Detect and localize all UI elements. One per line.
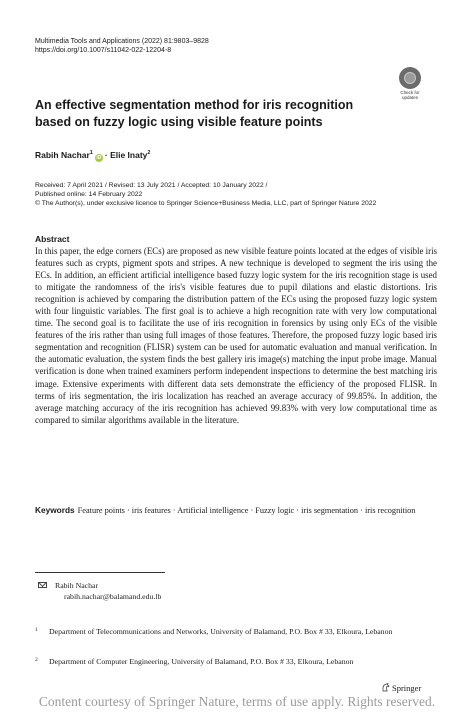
courtesy-notice: Content courtesy of Springer Nature, terms of use apply. Rights reserved. xyxy=(38,694,436,709)
affiliation-text: Department of Computer Engineering, University of Balamand, P.O. Box # 33, Elkoura, Lebanon xyxy=(49,657,354,666)
corresponding-email[interactable]: rabih.nachar@balamand.edu.lb xyxy=(64,592,162,601)
springer-horse-icon xyxy=(382,683,390,692)
author-separator: · xyxy=(104,150,108,160)
author-affil-ref: 1 xyxy=(89,150,93,157)
copyright-line: © The Author(s), under exclusive licence to Springer Science+Business Media, LLC, part of Springer Nature 2022 xyxy=(35,200,377,207)
badge-line2: updates xyxy=(401,95,418,100)
badge-line1: Check for xyxy=(400,90,420,95)
publisher-name: Springer xyxy=(392,683,422,693)
abstract-heading: Abstract xyxy=(35,234,70,244)
affiliation-text: Department of Telecommunications and Networks, University of Balamand, P.O. Box # 33, Elkoura, Lebanon xyxy=(49,627,393,636)
affiliation-number: 2 xyxy=(35,657,38,663)
corresponding-author: Rabih Nachar xyxy=(55,581,99,590)
published-date: Published online: 14 February 2022 xyxy=(35,191,143,198)
doi-link[interactable]: https://doi.org/10.1007/s11042-022-12204-8 xyxy=(35,47,172,54)
paper-title: An effective segmentation method for iris recognition based on fuzzy logic using visible feature points xyxy=(35,98,354,129)
journal-info xyxy=(35,37,209,55)
journal-citation: Multimedia Tools and Applications (2022) 81:9803–9828 xyxy=(35,38,209,45)
correspondence xyxy=(38,580,161,602)
check-for-updates-icon xyxy=(399,67,421,89)
publisher-logo xyxy=(382,683,421,693)
author-name[interactable]: Elie Inaty xyxy=(110,150,148,160)
orcid-icon[interactable]: iD xyxy=(96,155,102,161)
affiliation xyxy=(35,626,434,637)
keywords xyxy=(35,504,435,517)
keywords-heading: Keywords xyxy=(35,505,75,515)
author-list xyxy=(35,150,150,162)
abstract-text: In this paper, the edge corners (ECs) are proposed as new visible feature points located at the edges of visible iris features such as crypts, pigment spots and stripes. A new technique is developed to segment the iris using the ECs. In addition, an efficient artificial intelligence based fuzzy logic system for the iris recognition stage is used to mitigate the randomness of the iris's visible features due to pupil dilations and elastic distortions. Iris recognition is achieved by comparing the distribution pattern of the ECs using the proposed fuzzy logic system with four linguistic variables. The first goal is to achieve a high recognition rate with very low computational time. The second goal is to facilitate the use of iris recognition in forensics by using only ECs of the visible features of the iris rather than using full images of those features. Therefore, the proposed fuzzy logic based iris segmentation and recognition (FLISR) system can be used for automatic evaluation and manual verification. In the automatic evaluation, the system finds the best gallery iris image(s) matching the input probe image. Manual verification is done when trained examiners perform independent inspections to determine the best matching iris image. Extensive experiments with different data sets demonstrate the efficiency of the proposed FLISR. In terms of iris segmentation, the iris localization has reached an average accuracy of 99.85%. In addition, the average matching accuracy of the iris recognition has achieved 99.83% with very low computational time as compared to similar algorithms available in the literature. xyxy=(35,246,437,425)
affiliation-number: 1 xyxy=(35,627,38,633)
footnote-divider xyxy=(35,572,165,573)
author-affil-ref: 2 xyxy=(147,150,151,157)
received-dates: Received: 7 April 2021 / Revised: 13 July 2021 / Accepted: 10 January 2022 / xyxy=(35,182,268,189)
check-for-updates-badge[interactable] xyxy=(395,67,425,101)
author-name[interactable]: Rabih Nachar xyxy=(35,150,90,160)
keywords-list: Feature points · iris features · Artificial intelligence · Fuzzy logic · iris segmentation · iris recognition xyxy=(77,506,416,515)
mail-icon xyxy=(38,582,47,588)
affiliation xyxy=(35,656,434,667)
publication-dates xyxy=(35,181,376,208)
